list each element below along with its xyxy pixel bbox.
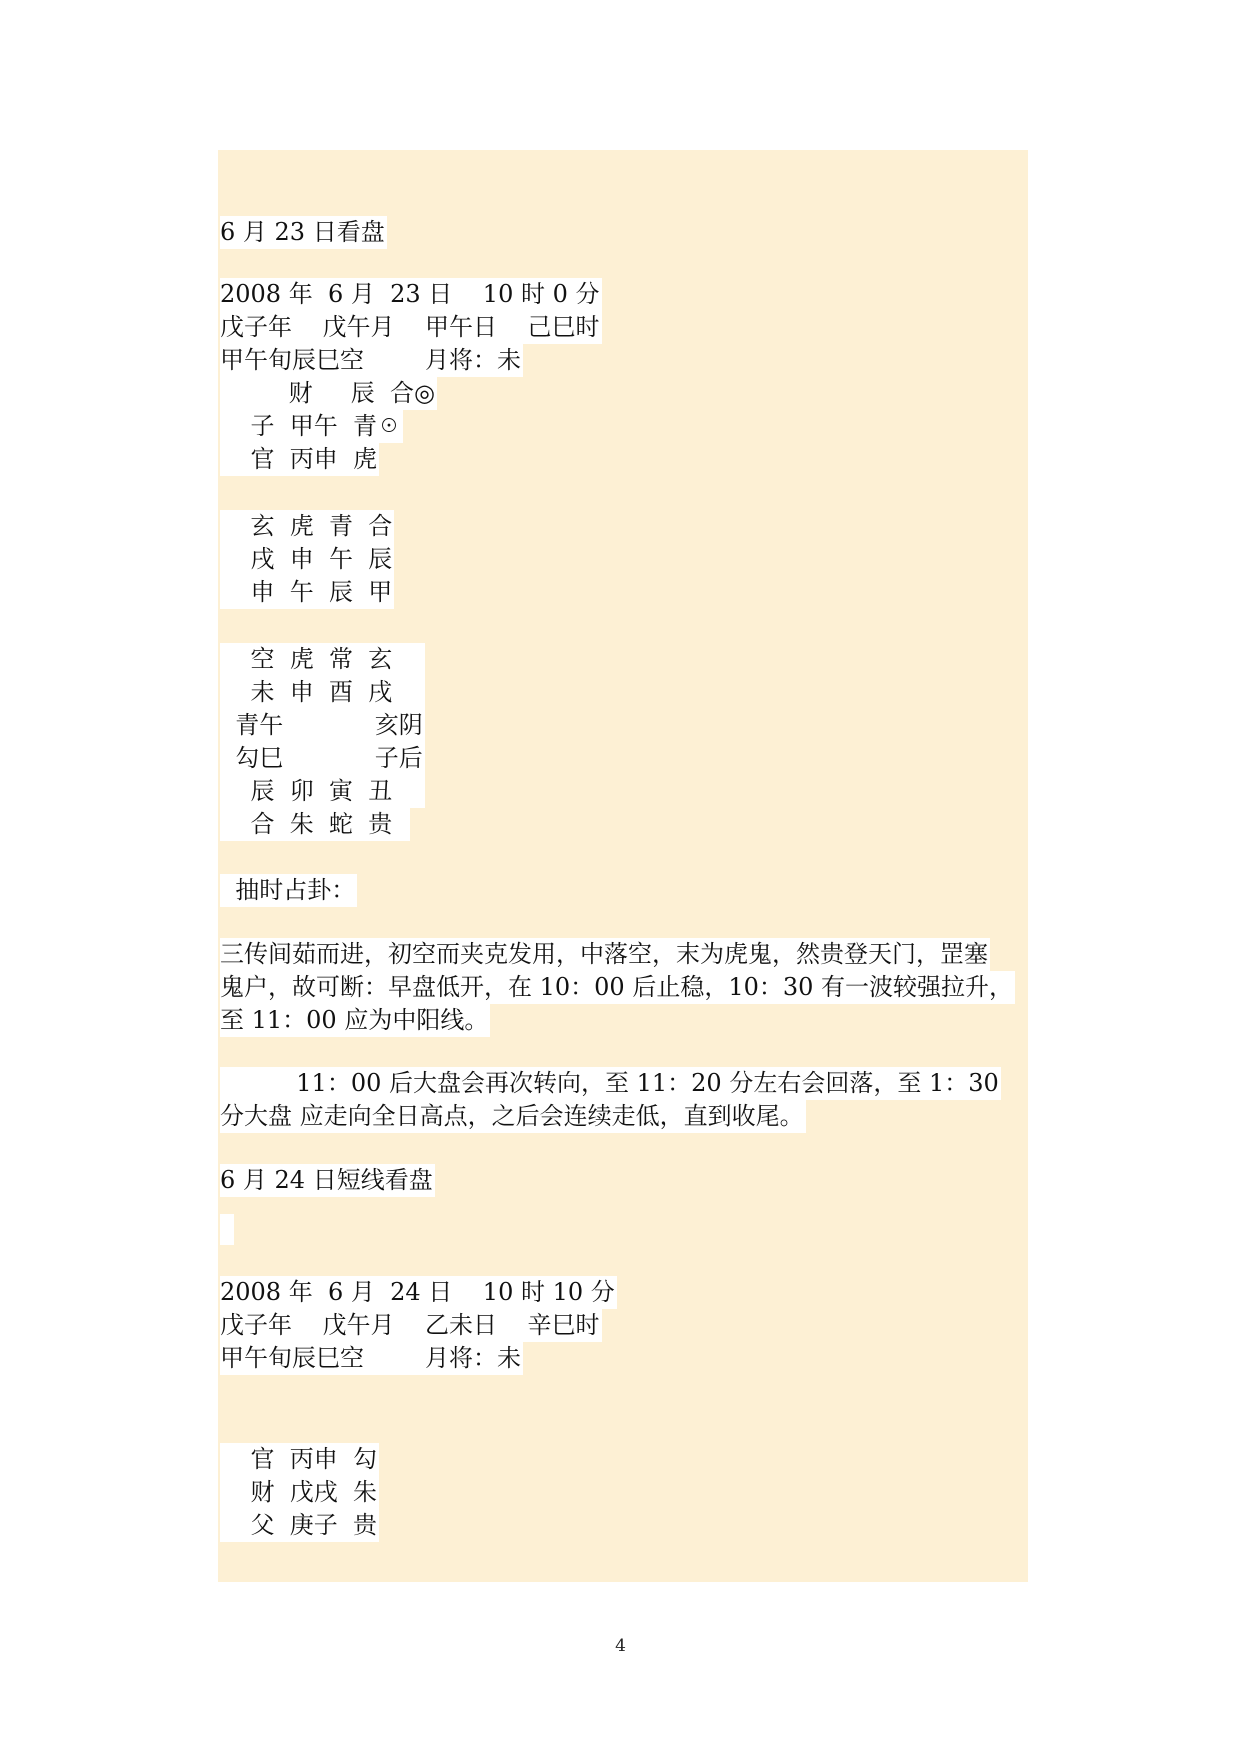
sanchuan-2-row-3: 父 庚子 贵 <box>220 1509 379 1542</box>
analysis-line-3: 至 11：00 应为中阳线。 <box>220 1004 490 1037</box>
tianpan-row-6: 合 朱 蛇 贵 <box>220 808 410 841</box>
date-line-2: 2008 年 6 月 24 日 10 时 10 分 <box>220 1276 617 1309</box>
sanchuan-2-row-1: 官 丙申 勾 <box>220 1443 379 1476</box>
sanchuan-2-row-2: 财 戊戌 朱 <box>220 1476 379 1509</box>
analysis-line-1: 三传间茹而进，初空而夹克发用，中落空，末为虎鬼，然贵登天门，罡塞 <box>220 938 990 971</box>
choushi-label: 抽时占卦： <box>220 874 357 907</box>
sike-row-3: 申 午 辰 甲 <box>220 576 394 609</box>
sanchuan-1-row-2: 子 甲午 青☉ <box>220 410 403 443</box>
heading-june-23: 6 月 23 日看盘 <box>220 216 387 249</box>
tianpan-row-5: 辰 卯 寅 丑 <box>220 775 425 808</box>
page-number: 4 <box>615 1636 626 1656</box>
heading-june-24: 6 月 24 日短线看盘 <box>220 1164 435 1197</box>
tianpan-row-4: 勾巳 子后 <box>220 742 425 775</box>
sike-row-1: 玄 虎 青 合 <box>220 510 394 543</box>
ganzhi-line-2: 戊子年 戊午月 乙未日 辛巳时 <box>220 1309 602 1342</box>
ganzhi-line-1: 戊子年 戊午月 甲午日 己巳时 <box>220 311 602 344</box>
tianpan-row-2: 未 申 酉 戌 <box>220 676 425 709</box>
tianpan-row-3: 青午 亥阴 <box>220 709 425 742</box>
xun-line-1: 甲午旬辰巳空 月将：未 <box>220 344 523 377</box>
sanchuan-1-row-3: 官 丙申 虎 <box>220 443 379 476</box>
analysis-line-2: 鬼户，故可断：早盘低开，在 10：00 后止稳，10：30 有一波较强拉升， <box>220 971 1015 1004</box>
blank-line-marker <box>220 1214 234 1245</box>
forecast-line-2: 分大盘 应走向全日高点，之后会连续走低，直到收尾。 <box>220 1100 806 1133</box>
sanchuan-1-row-1: 财 辰 合◎ <box>220 377 437 410</box>
tianpan-row-1: 空 虎 常 玄 <box>220 643 425 676</box>
sike-row-2: 戌 申 午 辰 <box>220 543 394 576</box>
xun-line-2: 甲午旬辰巳空 月将：未 <box>220 1342 523 1375</box>
forecast-line-1: 11：00 后大盘会再次转向，至 11：20 分左右会回落，至 1：30 <box>220 1067 1001 1100</box>
date-line-1: 2008 年 6 月 23 日 10 时 0 分 <box>220 278 602 311</box>
